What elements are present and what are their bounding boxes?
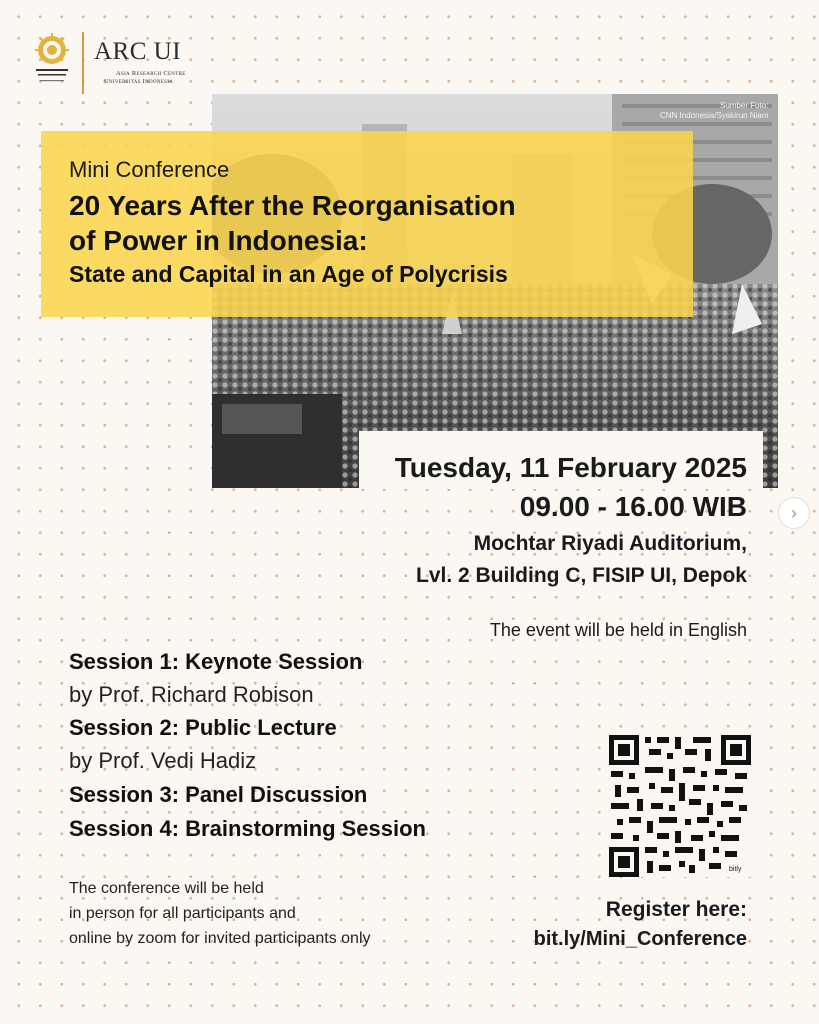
venue-line-1: Mochtar Riyadi Auditorium, <box>473 532 747 555</box>
session-4-title: Session 4: Brainstorming Session <box>69 816 426 841</box>
event-type: Mini Conference <box>69 157 230 182</box>
attendance-note-line-1: The conference will be held <box>69 880 264 897</box>
session-2-title: Session 2: Public Lecture <box>69 715 337 740</box>
venue-line-2: Lvl. 2 Building C, FISIP UI, Depok <box>416 564 747 587</box>
photo-credit-label: Sumber Foto: <box>720 101 769 110</box>
registration-qr-code[interactable] <box>609 735 751 877</box>
arc-ui-logo-subtitle-2: Universitas Indonesia <box>104 78 174 85</box>
session-2-speaker: by Prof. Vedi Hadiz <box>69 748 257 773</box>
session-1-speaker: by Prof. Richard Robison <box>69 682 314 707</box>
event-subtitle: State and Capital in an Age of Polycrisis <box>69 261 508 287</box>
register-link[interactable]: bit.ly/Mini_Conference <box>533 928 747 950</box>
attendance-note-line-2: in person for all participants and <box>69 905 296 922</box>
logo-divider <box>82 32 84 94</box>
session-3-title: Session 3: Panel Discussion <box>69 782 368 807</box>
attendance-note-line-3: online by zoom for invited participants only <box>69 930 371 947</box>
bitly-brand-label: bitly <box>729 866 742 873</box>
arc-ui-logo-title: ARC UI <box>94 38 182 65</box>
session-1-title: Session 1: Keynote Session <box>69 649 363 674</box>
chevron-right-icon: › <box>791 502 797 523</box>
carousel-next-button[interactable] <box>778 497 810 529</box>
photo-credit-source: CNN Indonesia/Syakirun Niam <box>660 111 769 120</box>
arc-ui-logo-subtitle-1: Asia Research Centre <box>116 70 186 77</box>
universitas-indonesia-logo <box>30 32 74 94</box>
language-note: The event will be held in English <box>489 620 747 640</box>
event-title-line-2: of Power in Indonesia: <box>69 225 368 256</box>
event-time: 09.00 - 16.00 WIB <box>519 491 747 522</box>
event-title-line-1: 20 Years After the Reorganisation <box>69 190 516 221</box>
event-date: Tuesday, 11 February 2025 <box>394 452 747 483</box>
register-label: Register here: <box>605 898 747 921</box>
